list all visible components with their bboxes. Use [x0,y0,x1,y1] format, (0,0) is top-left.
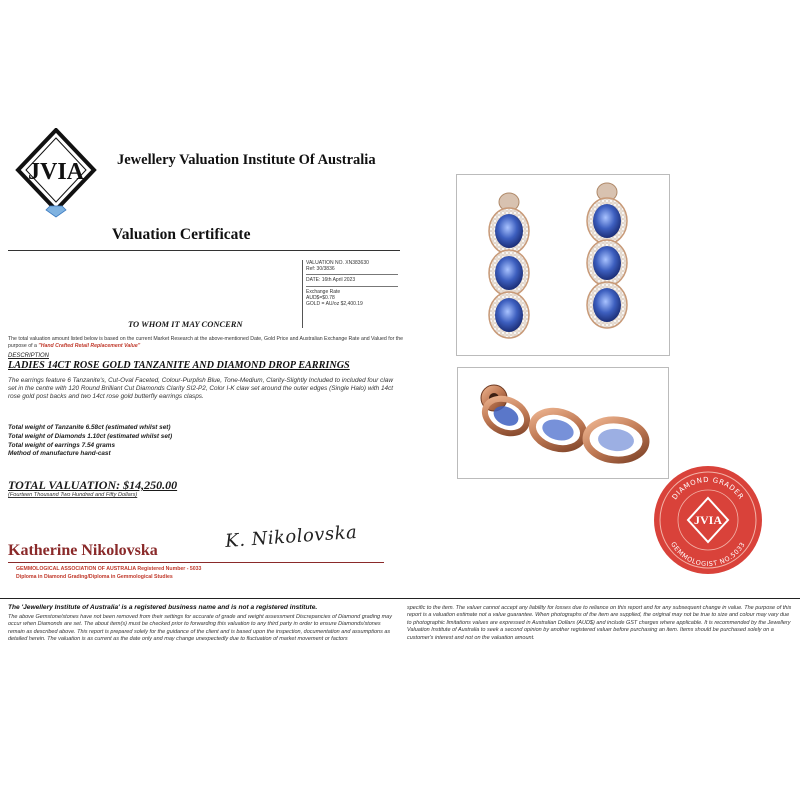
logo-text: JVIA [27,159,85,185]
institute-name: Jewellery Valuation Institute Of Australia [117,152,376,168]
valuer-registration: GEMMOLOGICAL ASSOCIATION OF AUSTRALIA Registered Number - 5033 [16,566,202,572]
valuation-date: DATE: 16th April 2023 [306,277,356,284]
gold-rate: GOLD = AU/oz $2,400.19 [306,301,363,308]
manufacture-method: Method of manufacture hand-cast [8,450,111,458]
valuation-purpose: "Hand Crafted Retail Replacement Value" [38,342,141,349]
earring-side-view [479,385,647,463]
box-divider [306,286,398,287]
diamond-icon [46,206,66,217]
seal-center-text: JVIA [693,513,723,527]
earring-left [489,193,529,338]
diamond-grader-seal [652,464,764,576]
intro-text: The total valuation amount listed below is based on the current Market Research at the above-mentioned Date, Gold Price and Australian Exchange Rate and Valued for the purpose of a [8,336,403,349]
total-valuation-words: (Fourteen Thousand Two Hundred and Fifty Dollars) [8,492,138,498]
valuer-signature: K. Nikolovska [224,521,358,552]
item-description: The earrings feature 6 Tanzanite's, Cut-Oval Faceted, Colour-Purplish Blue, Tone-Medium, Clarity-Slightly Included to included four claw set in the centre with 120 Round Brilliant Cut Diamonds Clarity SI2-P2, Color I-K claw set around the outer edges (Single Halo) with 14ct rose gold post backs and two 14ct rose gold butterfly earrings clasps. [8,377,394,401]
total-valuation: TOTAL VALUATION: $14,250.00 [8,478,178,492]
item-weights [8,424,172,459]
header-divider [8,250,400,251]
description-label: DESCRIPTION [8,353,50,359]
signature-rule [8,562,384,563]
intro-paragraph [8,336,403,349]
footer-heading: The 'Jewellery Institute of Australia' is a registered business name and is not a registered institute. [8,604,318,611]
earring-right [587,183,627,328]
earrings-front-photo [456,174,670,356]
seal-bottom-text: GEMMOLOGIST NO.5033 [669,540,747,569]
valuation-ref: Ref: 30/3836 [306,266,335,273]
footer-divider [0,598,800,599]
footer-disclaimer-left: The above Gemstone/stones have not been removed from their settings for accurate of grade and weight assessment Discrepancies of Diamond grading may occur when Diamonds are set. The about item(s) must be checked prior to forwarding this valuation to any third party in order to ensure Diamonds/stones remain as described above. This report is prepared solely for the guidance of the client and is based upon the inspection, documentation and assumptions as detailed herein. The valuation is as current as the date only and may change unexpectedly due to fluctuation of market movement or factors [8,614,392,643]
jvia-logo [14,128,98,218]
earrings-weight: Total weight of earrings 7.54 grams [8,441,116,449]
exchange-rate-label: Exchange Rate [306,288,341,295]
salutation: TO WHOM IT MAY CONCERN [128,319,243,329]
seal-top-text: DIAMOND GRADER [670,475,746,502]
aud-rate: AUD$=$0.78 [306,294,335,301]
box-divider [306,274,398,275]
diamond-weight: Total weight of Diamonds 1.10ct (estimated whilst set) [8,432,173,440]
earring-side-photo [457,367,669,479]
valuation-number: VALUATION NO. XN383630 [306,260,369,266]
item-title: LADIES 14CT ROSE GOLD TANZANITE AND DIAMOND DROP EARRINGS [8,360,350,371]
valuer-name: Katherine Nikolovska [8,542,158,559]
footer-disclaimer-right: specific to the item. The valuer cannot accept any liability for losses due to reliance on this report and for any subsequent change in value. The purpose of this report is a valuation estimate not a value guarantee. When photographs of the item are supplied, the original may not be true to size and colour may vary due to photographic limitations values are expressed in Australian Dollars (AUD$) and include GST charges where applicable. It is recommended by the Jewellery Valuation Institute of Australia to seek a second opinion by another registered valuer before purchasing an item. Items should be purchased solely on a customer's interest and not on the valuation amount. [407,605,792,641]
valuer-diplomas: Diploma in Diamond Grading/Diploma in Gemmological Studies [16,574,173,580]
valuation-details-box [302,260,398,328]
tanzanite-weight: Total weight of Tanzanite 6.58ct (estimated whilst set) [8,424,171,431]
certificate-title: Valuation Certificate [112,226,251,243]
